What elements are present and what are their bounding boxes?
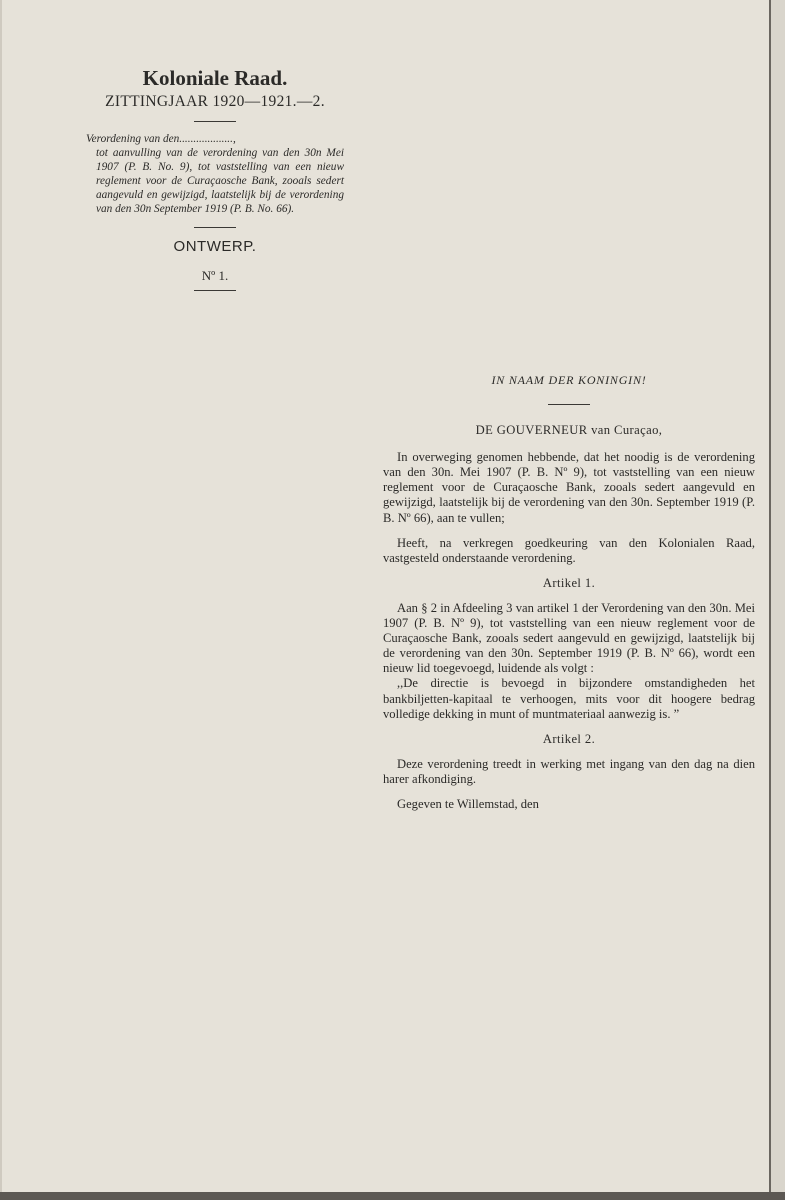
article-2-text: Deze verordening treedt in werking met ingang van den dag na dien harer afkondiging.	[383, 756, 755, 786]
invocation: IN NAAM DER KONINGIN!	[491, 373, 647, 387]
council-title: Koloniale Raad.	[142, 66, 288, 90]
page-edge-left	[0, 0, 2, 1200]
closing-line: Gegeven te Willemstad, den	[397, 796, 539, 811]
governor-line: DE GOUVERNEUR van Curaçao,	[475, 423, 663, 438]
page-edge-bottom	[0, 1192, 785, 1200]
ordinance-body	[383, 373, 755, 822]
divider	[194, 290, 236, 291]
divider	[548, 404, 590, 405]
article-2-heading: Artikel 2.	[542, 731, 596, 746]
page-margin-right	[771, 0, 785, 1200]
divider	[194, 121, 236, 122]
article-1-quote: ,,De directie is bevoegd in bijzondere omstandigheden het bankbiljetten-kapitaal te verhoogen, mits voor dit hoogere bedrag volledige dekking in munt of muntmateriaal aanwezig is. ”	[383, 676, 755, 721]
draft-number: Nº 1.	[201, 267, 229, 283]
article-1-text: Aan § 2 in Afdeeling 3 van artikel 1 der Verordening van den 30n. Mei 1907 (P. B. Nº 9), tot vaststelling van een nieuw reglement voor de Curaçaosche Bank, zooals sedert aangevuld en gewijzigd, laatstelijk bij de verordening van den 30n. September 1919 (P. B. Nº 66), wordt een nieuw lid toegevoegd, luidende als volgt :	[383, 600, 755, 676]
description-body: tot aanvulling van de verordening van den 30n Mei 1907 (P. B. No. 9), tot vaststelling van een nieuw reglement voor de Curaçaosche Bank, zooals sedert aangevuld en gewijzigd, laatstelijk bij de verordening van den 30n September 1919 (P. B. No. 66).	[96, 147, 344, 216]
approval-paragraph: Heeft, na verkregen goedkeuring van den Kolonialen Raad, vastgesteld onderstaande verordening.	[383, 535, 755, 565]
page-edge-right	[769, 0, 771, 1200]
article-1-heading: Artikel 1.	[542, 575, 596, 590]
header-block	[84, 66, 346, 301]
preamble-paragraph: In overweging genomen hebbende, dat het noodig is de verordening van den 30n. Mei 1907 (P. B. Nº 9), tot vaststelling van een nieuw reglement voor de Curaçaosche Bank, zooals sedert aangevuld en gewijzigd, laatstelijk bij de verordening van den 30n. September 1919 (P. B. Nº 66), aan te vullen;	[383, 450, 755, 525]
divider	[194, 227, 236, 228]
draft-label: ONTWERP.	[173, 237, 257, 255]
description-first-line: Verordening van den...................,	[86, 133, 236, 145]
ordinance-description	[84, 132, 346, 217]
session-year: ZITTINGJAAR 1920—1921.—2.	[105, 93, 325, 110]
